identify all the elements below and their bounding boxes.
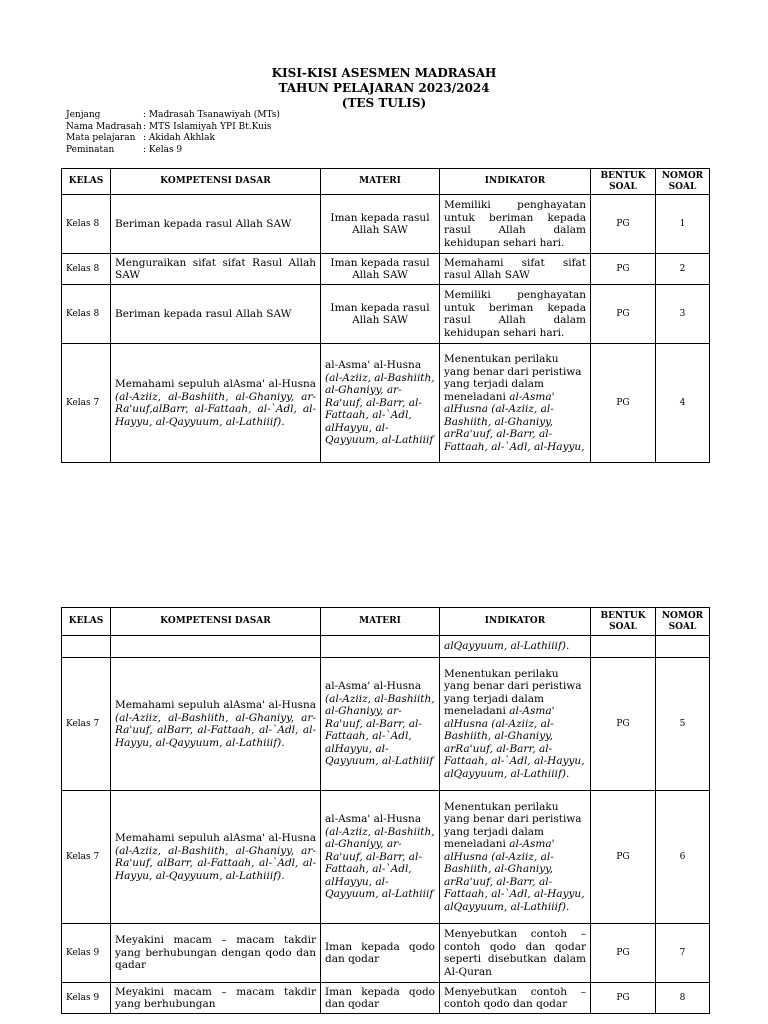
kd-text: Memahami sepuluh alAsma' al-Husna [115,699,316,711]
materi-text: al-Asma' al-Husna [325,813,422,826]
materi-asma-list: (al-Aziiz, al-Bashiith, al-Ghaniyy, ar-Ra'uuf, al-Barr, al-Fattaah, al-`Adl, alHayyu, al-Qayyuum, al-Lathiiif [325,371,435,447]
table-row-continued [62,636,710,658]
cell-indikator: Memiliki penghayatan untuk beriman kepada rasul Allah dalam kehidupan sehari hari. [440,285,591,344]
cell-materi [321,658,440,791]
materi-asma-list: (al-Aziiz, al-Bashiith, al-Ghaniyy, ar-Ra'uuf, al-Barr, al-Fattaah, al-`Adl, alHayyu, al-Qayyuum, al-Lathiiif [325,692,435,768]
cell-bentuk-soal [591,636,656,658]
meta-nama-madrasah [66,122,280,134]
cell-indikator: Menyebutkan contoh – contoh qodo dan qodar seperti disebutkan dalam Al-Quran [440,924,591,983]
indikator-asma-list: al-Asma' alHusna (al-Aziiz, al-Bashiith, al-Ghaniyy, arRa'uuf, al-Barr, al-Fattaah, al-`Adl, al-Hayyu, alQayyuum, al-Lathiiif). [444,838,585,913]
meta-jenjang [66,110,280,122]
cell-kelas [62,636,111,658]
cell-indikator [440,658,591,791]
materi-text: al-Asma' al-Husna [325,359,422,372]
kisi-table-1 [61,168,710,463]
cell-kelas: Kelas 9 [62,983,111,1014]
cell-materi: Iman kepada rasul Allah SAW [321,285,440,344]
meta-peminatan [66,145,280,157]
cell-nomor-soal: 5 [656,658,710,791]
meta-value: : Akidah Akhlak [143,133,215,143]
cell-kompetensi-dasar: Meyakini macam – macam takdir yang berhubungan dengan qodo dan qadar [111,924,321,983]
cell-bentuk-soal: PG [591,791,656,924]
header-nomor-soal: NOMOR SOAL [656,169,710,195]
cell-bentuk-soal: PG [591,983,656,1014]
cell-kompetensi-dasar: Meyakini macam – macam takdir yang berhubungan [111,983,321,1014]
cell-indikator [440,791,591,924]
kd-asma-list: (al-Aziiz, al-Bashiith, al-Ghaniyy, ar-Ra'uuf, alBarr, al-Fattaah, al-`Adl, al-Hayyu, al-Qayyuum, al-Lathiiif). [115,844,316,882]
table-row [62,924,710,983]
header-indikator: INDIKATOR [440,169,591,195]
kisi-table-2 [61,607,710,1014]
doc-title-line2: TAHUN PELAJARAN 2023/2024 [278,81,490,95]
header-kelas: KELAS [62,169,111,195]
cell-kelas: Kelas 8 [62,285,111,344]
meta-mata-pelajaran [66,133,280,145]
header-bentuk-soal: BENTUK SOAL [591,608,656,636]
cell-kelas: Kelas 8 [62,254,111,285]
meta-label: Nama Madrasah [66,121,142,132]
cell-nomor-soal: 6 [656,791,710,924]
header-bentuk-soal: BENTUK SOAL [591,169,656,195]
indikator-text: Menentukan perilaku yang benar dari peristiwa yang terjadi dalam meneladani [444,353,582,403]
header-materi: MATERI [321,608,440,636]
table-header-row [62,169,710,195]
cell-kelas: Kelas 9 [62,924,111,983]
cell-kelas: Kelas 7 [62,791,111,924]
cell-bentuk-soal: PG [591,285,656,344]
meta-value: : MTS Islamiyah YPI Bt.Kuis [143,121,272,132]
doc-title-line1: KISI-KISI ASESMEN MADRASAH [271,66,497,80]
cell-materi [321,344,440,463]
cell-materi [321,636,440,658]
cell-materi [321,791,440,924]
meta-label: Jenjang [66,110,101,120]
cell-kelas: Kelas 7 [62,344,111,463]
cell-kelas: Kelas 7 [62,658,111,791]
kd-asma-list: (al-Aziiz, al-Bashiith, al-Ghaniyy, ar-Ra'uuf,alBarr, al-Fattaah, al-`Adl, al-Hayyu, al-Qayyuum, al-Lathiiif). [115,390,316,428]
cell-bentuk-soal: PG [591,344,656,463]
document-meta [66,110,280,156]
cell-indikator: Memahami sifat sifat rasul Allah SAW [440,254,591,285]
cell-kompetensi-dasar [111,658,321,791]
cell-indikator [440,344,591,463]
cell-nomor-soal: 8 [656,983,710,1014]
meta-label: Mata pelajaran [66,133,136,143]
doc-title-line3: (TES TULIS) [341,96,427,110]
table-row [62,344,710,463]
materi-asma-list: (al-Aziiz, al-Bashiith, al-Ghaniyy, ar-Ra'uuf, al-Barr, al-Fattaah, al-`Adl, alHayyu, al-Qayyuum, al-Lathiiif [325,825,435,901]
indikator-text: Menentukan perilaku yang benar dari peristiwa yang terjadi dalam meneladani [444,800,582,851]
table-row [62,791,710,924]
kd-text: Memahami sepuluh alAsma' al-Husna [115,832,316,844]
materi-text: al-Asma' al-Husna [325,680,422,693]
table-row [62,254,710,285]
cell-materi: Iman kepada rasul Allah SAW [321,254,440,285]
cell-kompetensi-dasar [111,636,321,658]
cell-kompetensi-dasar: Beriman kepada rasul Allah SAW [111,285,321,344]
cell-kompetensi-dasar: Beriman kepada rasul Allah SAW [111,195,321,254]
cell-indikator-continued: alQayyuum, al-Lathiiif). [440,636,591,658]
cell-kompetensi-dasar [111,344,321,463]
cell-nomor-soal: 3 [656,285,710,344]
indikator-asma-list: al-Asma' alHusna (al-Aziiz, al-Bashiith, al-Ghaniyy, arRa'uuf, al-Barr, al-Fattaah, al-`Adl, al-Hayyu, alQayyuum, al-Lathiiif). [444,705,585,780]
kd-asma-list: (al-Aziiz, al-Bashiith, al-Ghaniyy, ar-Ra'uuf, alBarr, al-Fattaah, al-`Adl, al-Hayyu, al-Qayyuum, al-Lathiiif). [115,711,316,749]
header-indikator: INDIKATOR [440,608,591,636]
cell-bentuk-soal: PG [591,658,656,791]
meta-label: Peminatan [66,144,115,155]
table-row [62,658,710,791]
table-row [62,195,710,254]
cell-nomor-soal: 1 [656,195,710,254]
table-header-row [62,608,710,636]
kd-text: Memahami sepuluh alAsma' al-Husna [115,378,316,390]
cell-indikator: Memiliki penghayatan untuk beriman kepada rasul Allah dalam kehidupan sehari hari. [440,195,591,254]
cell-kompetensi-dasar [111,791,321,924]
cell-nomor-soal [656,636,710,658]
cell-kompetensi-dasar: Menguraikan sifat sifat Rasul Allah SAW [111,254,321,285]
cell-bentuk-soal: PG [591,924,656,983]
indikator-asma-list: al-Asma' alHusna (al-Aziiz, al-Bashiith, al-Ghaniyy, arRa'uuf, al-Barr, al-Fattaah, al-`Adl, al-Hayyu, [444,390,585,453]
meta-value: : Kelas 9 [143,144,183,155]
table-row [62,983,710,1014]
header-nomor-soal: NOMOR SOAL [656,608,710,636]
cell-nomor-soal: 4 [656,344,710,463]
meta-value: : Madrasah Tsanawiyah (MTs) [143,110,280,120]
header-kompetensi-dasar: KOMPETENSI DASAR [111,169,321,195]
header-kelas: KELAS [62,608,111,636]
table-row [62,285,710,344]
cell-nomor-soal: 2 [656,254,710,285]
header-kompetensi-dasar: KOMPETENSI DASAR [111,608,321,636]
cell-materi: Iman kepada qodo dan qodar [321,924,440,983]
cell-bentuk-soal: PG [591,195,656,254]
cell-materi: Iman kepada qodo dan qodar [321,983,440,1014]
cell-bentuk-soal: PG [591,254,656,285]
cell-kelas: Kelas 8 [62,195,111,254]
header-materi: MATERI [321,169,440,195]
cell-materi: Iman kepada rasul Allah SAW [321,195,440,254]
cell-indikator: Menyebutkan contoh – contoh qodo dan qodar [440,983,591,1014]
indikator-text: Menentukan perilaku yang benar dari peristiwa yang terjadi dalam meneladani [444,667,582,718]
cell-nomor-soal: 7 [656,924,710,983]
